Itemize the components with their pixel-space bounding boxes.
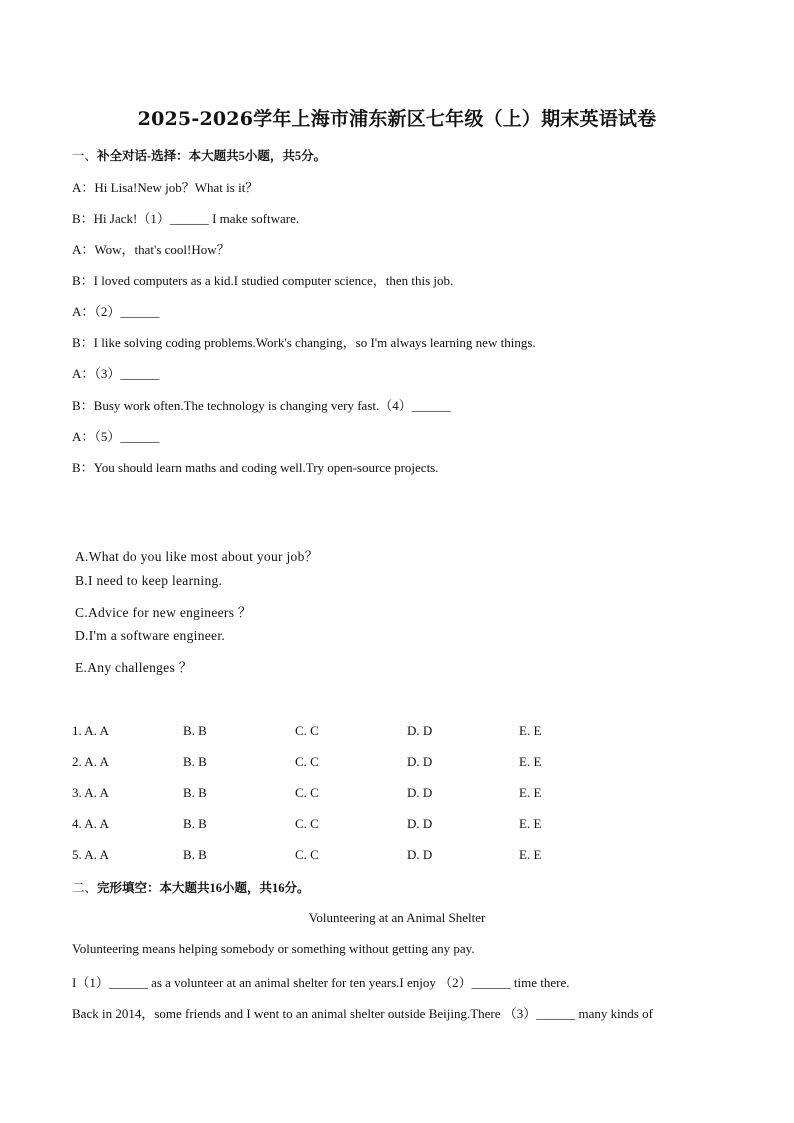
answer-choice[interactable]: B. B (183, 754, 207, 769)
answer-choice[interactable]: C. C (295, 754, 319, 769)
answer-choice[interactable]: B. B (183, 723, 207, 738)
answer-choice[interactable]: C. C (295, 785, 319, 800)
answer-choice[interactable]: 3. A. A (72, 785, 109, 800)
answer-choice[interactable]: E. E (519, 816, 542, 831)
answer-row-3 (72, 785, 592, 803)
answer-choice[interactable]: B. B (183, 816, 207, 831)
section-2-number: 二、 (72, 881, 98, 895)
option-e: E.Any challenges ？ (75, 660, 193, 675)
answer-choice[interactable]: E. E (519, 723, 542, 738)
dialogue-line: B：Busy work often.The technology is changing very fast.（4）______ (72, 398, 451, 413)
dialogue-line: B：You should learn maths and coding well.Try open-source projects. (72, 460, 439, 475)
answer-choice[interactable]: B. B (183, 785, 207, 800)
answer-choice[interactable]: B. B (183, 847, 207, 862)
answer-choice[interactable]: D. D (407, 723, 433, 738)
answer-choice[interactable]: C. C (295, 723, 319, 738)
answer-choice[interactable]: E. E (519, 754, 542, 769)
option-b: B.I need to keep learning. (75, 573, 223, 588)
dialogue-line: A：（2）______ (72, 304, 160, 319)
option-c: C.Advice for new engineers ？ (75, 605, 252, 620)
answer-choice[interactable]: C. C (295, 816, 319, 831)
answer-choice[interactable]: D. D (407, 785, 433, 800)
passage-line: I（1）______ as a volunteer at an animal shelter for ten years.I enjoy （2）______ time there. (72, 975, 570, 990)
dialogue-line: A：（3）______ (72, 366, 160, 381)
answer-choice[interactable]: 1. A. A (72, 723, 109, 738)
answer-choice[interactable]: 5. A. A (72, 847, 109, 862)
section-1-number: 一、 (72, 149, 98, 163)
passage-line: Volunteering means helping somebody or something without getting any pay. (72, 941, 475, 956)
dialogue-line: B：Hi Jack!（1）______ I make software. (72, 211, 300, 226)
answer-row-1 (72, 723, 592, 741)
dialogue-line: A：Wow，that's cool!How？ (72, 242, 230, 257)
section-2-heading: 完形填空：本大题共16小题，共16分。 (97, 881, 310, 895)
answer-choice[interactable]: D. D (407, 816, 433, 831)
answer-choice[interactable]: C. C (295, 847, 319, 862)
page-title: 2025-2026学年上海市浦东新区七年级（上）期末英语试卷 (137, 108, 657, 130)
answer-choice[interactable]: 2. A. A (72, 754, 109, 769)
passage-title: Volunteering at an Animal Shelter (308, 910, 486, 925)
passage-line: Back in 2014，some friends and I went to an animal shelter outside Beijing.There （3）______ many kinds of (72, 1006, 653, 1021)
answer-choice[interactable]: D. D (407, 847, 433, 862)
answer-choice[interactable]: E. E (519, 847, 542, 862)
section-2-header (72, 878, 310, 896)
answer-choice[interactable]: 4. A. A (72, 816, 109, 831)
dialogue-line: B：I loved computers as a kid.I studied computer science，then this job. (72, 273, 454, 288)
option-d: D.I'm a software engineer. (75, 628, 226, 643)
dialogue-line: B：I like solving coding problems.Work's changing，so I'm always learning new things. (72, 335, 536, 350)
answer-row-5 (72, 847, 592, 865)
dialogue-line: A：Hi Lisa!New job？What is it？ (72, 180, 259, 195)
section-1-header (72, 146, 326, 164)
answer-row-4 (72, 816, 592, 834)
answer-row-2 (72, 754, 592, 772)
dialogue-line: A：（5）______ (72, 429, 160, 444)
answer-choice[interactable]: E. E (519, 785, 542, 800)
option-a: A.What do you like most about your job？ (75, 549, 319, 564)
section-1-heading: 补全对话-选择：本大题共5小题，共5分。 (97, 149, 327, 163)
answer-choice[interactable]: D. D (407, 754, 433, 769)
